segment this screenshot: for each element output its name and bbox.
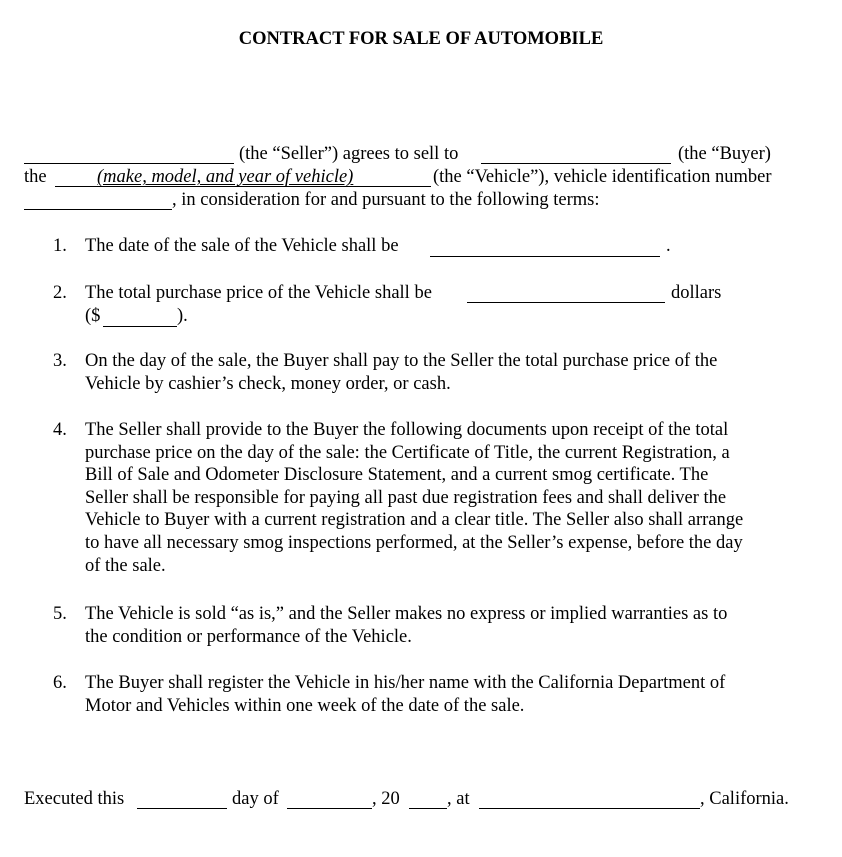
seller-clause: (the “Seller”) agrees to sell to bbox=[239, 144, 459, 164]
term-4-line-4: Seller shall be responsible for paying all past due registration fees and shall deliver the bbox=[85, 487, 727, 508]
execution-day-blank[interactable] bbox=[137, 808, 227, 809]
at-label: , at bbox=[447, 789, 470, 809]
consideration-clause: , in consideration for and pursuant to the following terms: bbox=[172, 190, 600, 210]
day-of-label: day of bbox=[232, 789, 279, 809]
term-4-line-1: The Seller shall provide to the Buyer the following documents upon receipt of the total bbox=[85, 420, 729, 440]
vehicle-placeholder: (make, model, and year of vehicle) bbox=[97, 167, 354, 187]
term-6-line-1: The Buyer shall register the Vehicle in his/her name with the California Department of bbox=[85, 673, 726, 693]
amount-suffix: ). bbox=[177, 306, 188, 326]
buyer-clause: (the “Buyer) bbox=[678, 144, 771, 164]
term-4-line-5: Vehicle to Buyer with a current registration and a clear title. The Seller also shall arrange bbox=[85, 510, 744, 531]
term-5-line-2: the condition or performance of the Vehicle. bbox=[85, 626, 412, 647]
term-3-line-2: Vehicle by cashier’s check, money order, or cash. bbox=[85, 373, 451, 394]
term-4-line-3: Bill of Sale and Odometer Disclosure Statement, and a current smog certificate. The bbox=[85, 465, 709, 486]
seller-name-blank[interactable] bbox=[24, 163, 234, 164]
execution-year-blank[interactable] bbox=[409, 808, 447, 809]
term-1-period: . bbox=[666, 236, 671, 256]
document-title: CONTRACT FOR SALE OF AUTOMOBILE bbox=[238, 29, 604, 49]
dollars-label: dollars bbox=[671, 283, 722, 303]
price-amount-blank[interactable] bbox=[103, 326, 177, 327]
executed-this-label: Executed this bbox=[24, 789, 125, 809]
price-words-blank[interactable] bbox=[467, 302, 665, 303]
term-5-line-1: The Vehicle is sold “as is,” and the Seller makes no express or implied warranties as to bbox=[85, 604, 728, 624]
term-1-line: The date of the sale of the Vehicle shall be bbox=[85, 236, 399, 256]
term-number: 6. bbox=[53, 673, 67, 693]
execution-month-blank[interactable] bbox=[287, 808, 372, 809]
sale-date-blank[interactable] bbox=[430, 256, 660, 257]
term-number: 3. bbox=[53, 351, 67, 371]
term-number: 4. bbox=[53, 420, 67, 440]
term-3-line-1: On the day of the sale, the Buyer shall pay to the Seller the total purchase price of the bbox=[85, 351, 718, 371]
buyer-name-blank[interactable] bbox=[481, 163, 671, 164]
year-prefix-label: , 20 bbox=[372, 789, 400, 809]
vehicle-clause: (the “Vehicle”), vehicle identification number bbox=[433, 167, 772, 187]
term-6-line-2: Motor and Vehicles within one week of the date of the sale. bbox=[85, 695, 525, 716]
term-2-line: The total purchase price of the Vehicle shall be bbox=[85, 283, 432, 303]
the-word: the bbox=[24, 167, 47, 187]
term-4-line-2: purchase price on the day of the sale: the Certificate of Title, the current Registration, a bbox=[85, 442, 730, 463]
california-label: , California. bbox=[700, 789, 789, 809]
term-4-line-6: to have all necessary smog inspections performed, at the Seller’s expense, before the day bbox=[85, 533, 743, 553]
execution-city-blank[interactable] bbox=[479, 808, 700, 809]
amount-prefix: ($ bbox=[85, 306, 101, 326]
term-number: 5. bbox=[53, 604, 67, 624]
term-4-line-7: of the sale. bbox=[85, 555, 166, 576]
vin-blank[interactable] bbox=[24, 209, 172, 210]
term-number: 1. bbox=[53, 236, 67, 256]
term-number: 2. bbox=[53, 283, 67, 303]
